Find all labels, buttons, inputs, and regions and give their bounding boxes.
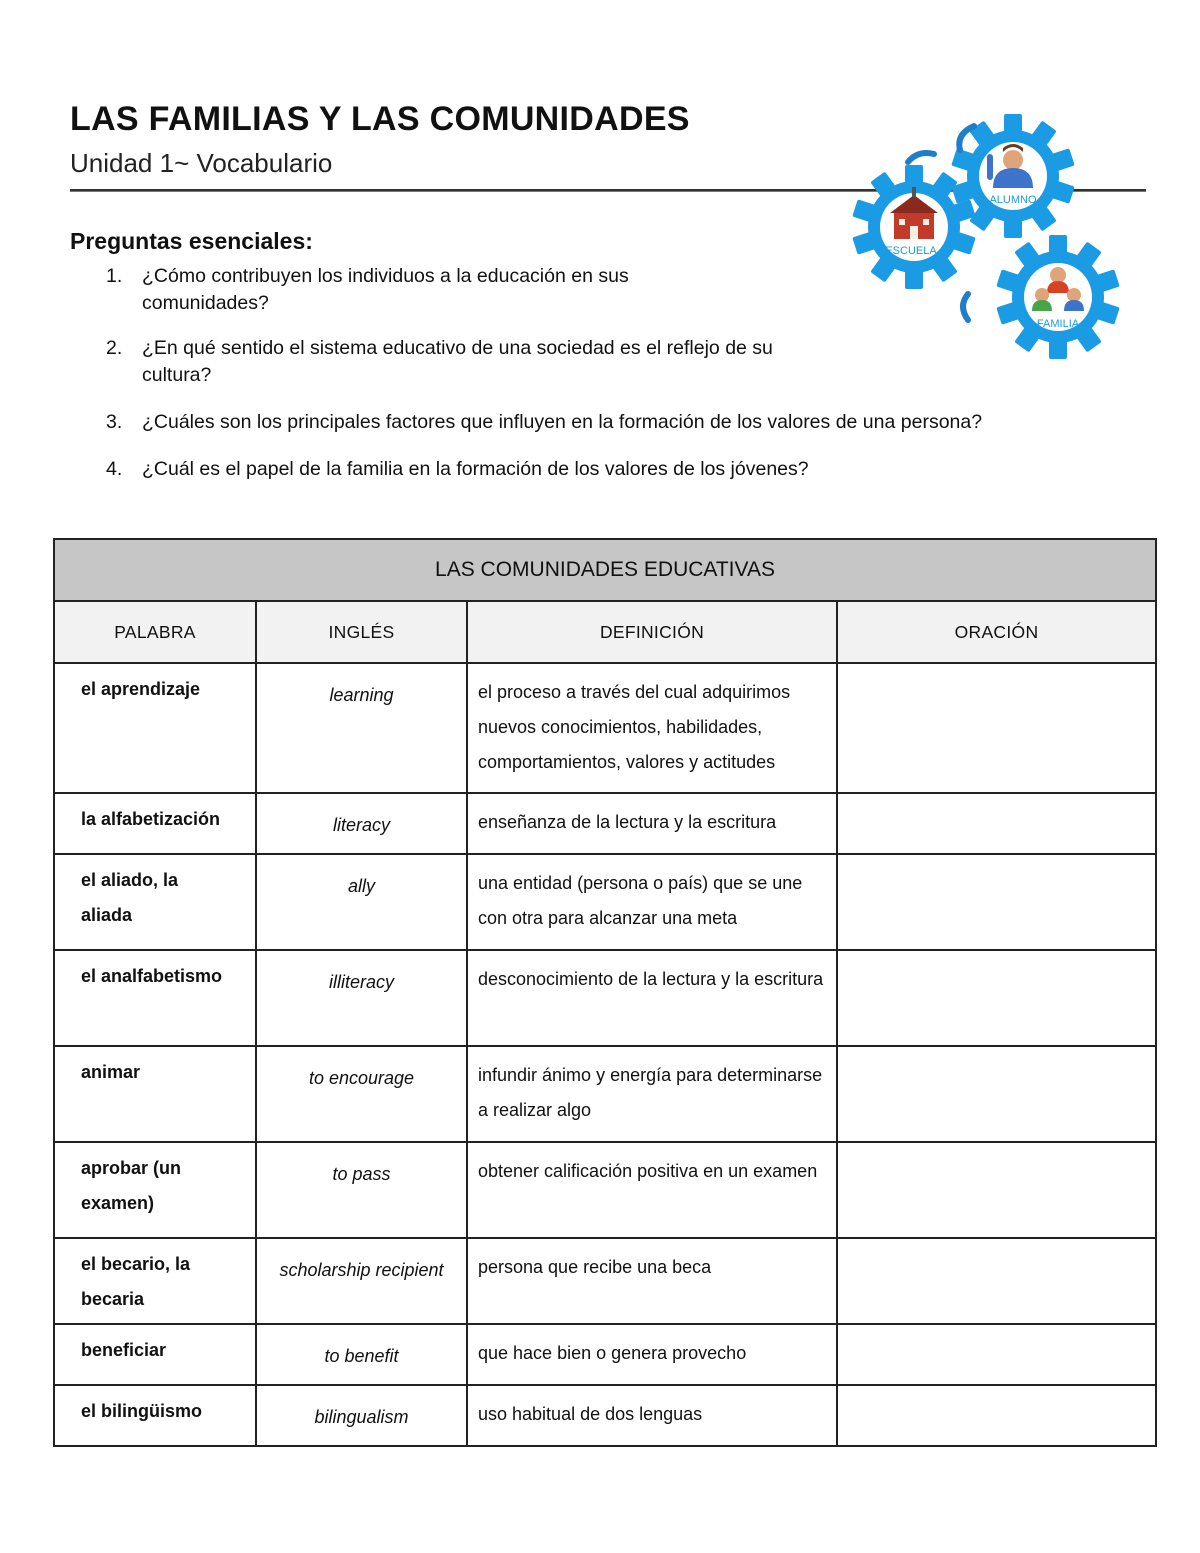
table-row <box>54 1238 1156 1324</box>
definition-cell: persona que recibe una beca <box>467 1238 837 1324</box>
table-row <box>54 793 1156 854</box>
english-cell: to pass <box>256 1142 467 1238</box>
arrow-icon <box>959 126 974 150</box>
word-cell <box>54 854 256 950</box>
word-text: el aliado, la aliada <box>81 870 179 925</box>
definition-cell: una entidad (persona o país) que se une con otra para alcanzar una meta <box>467 854 837 950</box>
gear-label-alumno: ALUMNO <box>989 194 1037 206</box>
page-title: LAS FAMILIAS Y LAS COMUNIDADES <box>70 100 690 138</box>
word-cell <box>54 1142 256 1238</box>
definition-cell: desconocimiento de la lectura y la escritura <box>467 950 837 1046</box>
gear-alumno <box>951 114 1074 238</box>
question-item <box>70 263 1160 317</box>
column-header-palabra: PALABRA <box>54 601 256 663</box>
word-cell: animar <box>54 1046 256 1142</box>
question-item <box>70 409 1160 436</box>
word-cell: el bilingüismo <box>54 1385 256 1446</box>
column-header-oracion: ORACIÓN <box>837 601 1156 663</box>
question-item <box>70 456 1160 483</box>
word-text: aprobar (un examen) <box>81 1158 182 1213</box>
definition-cell: uso habitual de dos lenguas <box>467 1385 837 1446</box>
sentence-input-cell[interactable] <box>837 1046 1156 1142</box>
table-header-row <box>54 601 1156 663</box>
arrow-icon <box>908 153 934 162</box>
english-cell: to benefit <box>256 1324 467 1385</box>
sentence-input-cell[interactable] <box>837 1324 1156 1385</box>
table-row <box>54 663 1156 793</box>
question-item <box>70 335 1160 389</box>
word-cell: el aprendizaje <box>54 663 256 793</box>
english-cell: learning <box>256 663 467 793</box>
question-number: 3. <box>106 411 123 433</box>
word-cell: el analfabetismo <box>54 950 256 1046</box>
english-cell: literacy <box>256 793 467 854</box>
sentence-input-cell[interactable] <box>837 1142 1156 1238</box>
question-text: ¿Cuál es el papel de la familia en la formación de los valores de los jóvenes? <box>142 458 809 480</box>
sentence-input-cell[interactable] <box>837 950 1156 1046</box>
sentence-input-cell[interactable] <box>837 1238 1156 1324</box>
sentence-input-cell[interactable] <box>837 854 1156 950</box>
question-number: 4. <box>106 458 123 480</box>
page-subtitle: Unidad 1~ Vocabulario <box>70 148 333 178</box>
table-row <box>54 854 1156 950</box>
column-header-ingles: INGLÉS <box>256 601 467 663</box>
definition-cell: infundir ánimo y energía para determinarse a realizar algo <box>467 1046 837 1142</box>
definition-cell: obtener calificación positiva en un examen <box>467 1142 837 1238</box>
definition-cell: que hace bien o genera provecho <box>467 1324 837 1385</box>
gear-label-escuela: ESCUELA <box>885 245 937 257</box>
question-number: 1. <box>106 265 123 287</box>
word-cell <box>54 1238 256 1324</box>
english-cell: to encourage <box>256 1046 467 1142</box>
sentence-input-cell[interactable] <box>837 1385 1156 1446</box>
word-text: el becario, la becaria <box>81 1254 191 1309</box>
definition-cell: el proceso a través del cual adquirimos nuevos conocimientos, habilidades, comportamientos, valores y actitudes <box>467 663 837 793</box>
question-number: 2. <box>106 337 123 359</box>
table-row <box>54 1046 1156 1142</box>
vocabulary-table <box>53 538 1157 1447</box>
english-cell: bilingualism <box>256 1385 467 1446</box>
gear-label-familia: FAMILIA <box>1036 318 1080 330</box>
sentence-input-cell[interactable] <box>837 793 1156 854</box>
questions-heading: Preguntas esenciales: <box>70 228 313 254</box>
word-cell: beneficiar <box>54 1324 256 1385</box>
table-row <box>54 950 1156 1046</box>
table-row <box>54 1324 1156 1385</box>
table-row <box>54 1142 1156 1238</box>
sentence-input-cell[interactable] <box>837 663 1156 793</box>
definition-cell: enseñanza de la lectura y la escritura <box>467 793 837 854</box>
table-row <box>54 1385 1156 1446</box>
question-text: ¿Cómo contribuyen los individuos a la educación en sus comunidades? <box>142 265 629 314</box>
word-cell: la alfabetización <box>54 793 256 854</box>
question-text: ¿En qué sentido el sistema educativo de una sociedad es el reflejo de su cultura? <box>142 337 773 386</box>
essential-questions <box>70 228 1160 503</box>
english-cell: scholarship recipient <box>256 1238 467 1324</box>
english-cell: illiteracy <box>256 950 467 1046</box>
table-caption: LAS COMUNIDADES EDUCATIVAS <box>54 539 1156 601</box>
english-cell: ally <box>256 854 467 950</box>
questions-list <box>70 263 1160 483</box>
question-text: ¿Cuáles son los principales factores que influyen en la formación de los valores de una persona? <box>142 411 983 433</box>
column-header-definicion: DEFINICIÓN <box>467 601 837 663</box>
